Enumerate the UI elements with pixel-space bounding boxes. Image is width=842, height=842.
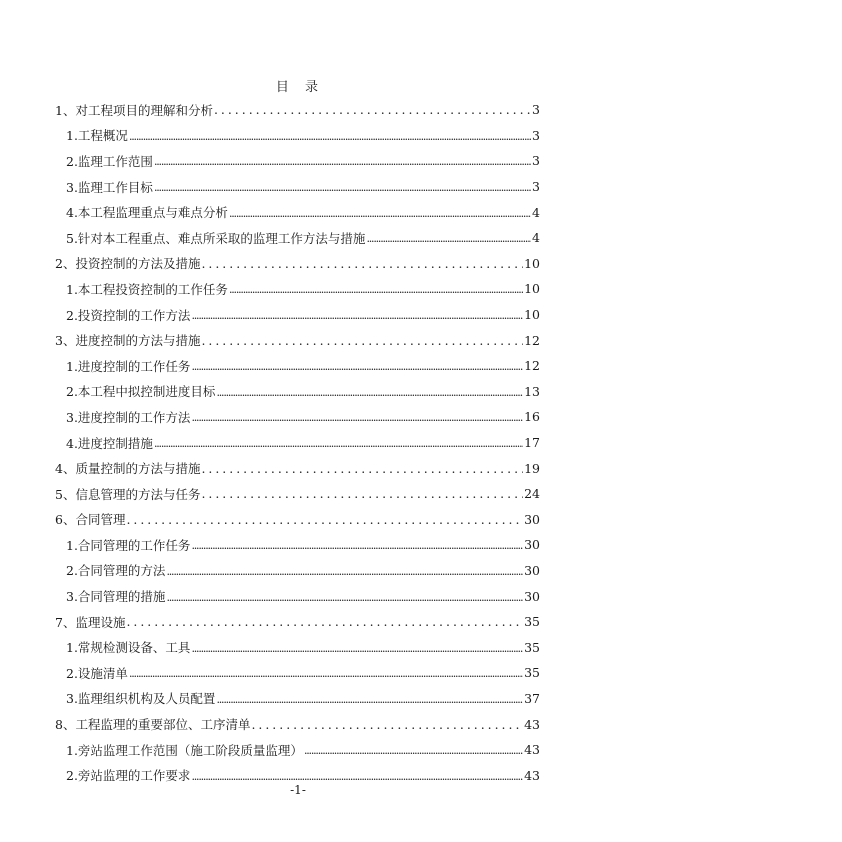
dot-leader <box>191 409 523 424</box>
toc-entry-title: 2、投资控制的方法及措施 <box>55 256 201 272</box>
toc-entry-page-number: 3 <box>532 127 540 143</box>
toc-entry-title: 6、合同管理 <box>55 512 126 528</box>
toc-entry-page-number: 35 <box>524 614 540 630</box>
toc-entry-title: 5、信息管理的方法与任务 <box>55 486 201 502</box>
toc-entry-page-number: 19 <box>524 460 540 476</box>
toc-entry-title: 7、监理设施 <box>55 614 126 630</box>
toc-subsection-entry[interactable] <box>55 737 540 763</box>
toc-entry-title: 4、质量控制的方法与措施 <box>55 461 201 477</box>
toc-entry-title: 3.监理组织机构及人员配置 <box>66 691 216 707</box>
toc-entry-page-number: 30 <box>524 588 540 604</box>
dot-leader <box>154 179 531 194</box>
dot-leader <box>154 435 523 450</box>
toc-entry-page-number: 30 <box>524 511 540 527</box>
dot-leader <box>201 256 523 271</box>
toc-entry-title: 1.工程概况 <box>66 128 128 144</box>
toc-subsection-entry[interactable] <box>55 634 540 660</box>
toc-section-entry[interactable] <box>55 97 540 123</box>
toc-entry-title: 8、工程监理的重要部位、工序清单 <box>55 717 251 733</box>
dot-leader <box>229 281 523 296</box>
toc-entry-page-number: 43 <box>524 742 540 758</box>
toc-subsection-entry[interactable] <box>55 532 540 558</box>
toc-entry-title: 2.旁站监理的工作要求 <box>66 768 191 784</box>
toc-entry-title: 2.合同管理的方法 <box>66 563 166 579</box>
toc-entry-page-number: 43 <box>524 716 540 732</box>
toc-subsection-entry[interactable] <box>55 686 540 712</box>
toc-subsection-entry[interactable] <box>55 558 540 584</box>
toc-entry-page-number: 3 <box>532 102 540 118</box>
toc-entry-page-number: 16 <box>524 409 540 425</box>
dot-leader <box>166 589 523 604</box>
toc-entry-page-number: 10 <box>524 255 540 271</box>
toc-section-entry[interactable] <box>55 507 540 533</box>
dot-leader <box>126 614 523 629</box>
toc-entry-page-number: 17 <box>524 435 540 451</box>
toc-entry-page-number: 4 <box>532 204 540 220</box>
toc-entry-title: 2.本工程中拟控制进度目标 <box>66 384 216 400</box>
dot-leader <box>191 307 523 322</box>
dot-leader <box>166 563 523 578</box>
toc-entry-page-number: 12 <box>524 358 540 374</box>
toc-entry-page-number: 4 <box>532 230 540 246</box>
dot-leader <box>201 333 523 348</box>
dot-leader <box>201 461 523 476</box>
dot-leader <box>216 691 523 706</box>
toc-entry-title: 5.针对本工程重点、难点所采取的监理工作方法与措施 <box>66 230 366 246</box>
toc-subsection-entry[interactable] <box>55 123 540 149</box>
toc-entry-page-number: 35 <box>524 665 540 681</box>
toc-section-entry[interactable] <box>55 327 540 353</box>
toc-entry-page-number: 30 <box>524 537 540 553</box>
toc-section-entry[interactable] <box>55 609 540 635</box>
dot-leader <box>214 102 531 117</box>
toc-entry-page-number: 3 <box>532 179 540 195</box>
toc-subsection-entry[interactable] <box>55 199 540 225</box>
page-number-footer: -1- <box>290 783 306 797</box>
dot-leader <box>191 768 523 783</box>
toc-entry-page-number: 13 <box>524 383 540 399</box>
toc-entry-page-number: 37 <box>524 690 540 706</box>
toc-subsection-entry[interactable] <box>55 430 540 456</box>
toc-subsection-entry[interactable] <box>55 353 540 379</box>
toc-entry-title: 3.进度控制的工作方法 <box>66 409 191 425</box>
toc-entry-title: 2.设施清单 <box>66 665 128 681</box>
toc-entry-title: 1.合同管理的工作任务 <box>66 537 191 553</box>
toc-subsection-entry[interactable] <box>55 148 540 174</box>
dot-leader <box>229 205 531 220</box>
toc-subsection-entry[interactable] <box>55 404 540 430</box>
toc-subsection-entry[interactable] <box>55 276 540 302</box>
dot-leader <box>191 640 523 655</box>
dot-leader <box>129 128 531 143</box>
toc-entry-page-number: 43 <box>524 767 540 783</box>
toc-entry-title: 3、进度控制的方法与措施 <box>55 333 201 349</box>
toc-entry-page-number: 10 <box>524 307 540 323</box>
dot-leader <box>201 486 523 501</box>
toc-section-entry[interactable] <box>55 481 540 507</box>
toc-subsection-entry[interactable] <box>55 379 540 405</box>
toc-entry-title: 2.监理工作范围 <box>66 153 153 169</box>
toc-entry-title: 1.本工程投资控制的工作任务 <box>66 281 228 297</box>
toc-entry-title: 3.监理工作目标 <box>66 179 153 195</box>
dot-leader <box>126 512 523 527</box>
toc-entry-title: 3.合同管理的措施 <box>66 589 166 605</box>
toc-entry-title: 1.进度控制的工作任务 <box>66 358 191 374</box>
dot-leader <box>191 358 523 373</box>
dot-leader <box>154 153 531 168</box>
dot-leader <box>251 717 523 732</box>
toc-subsection-entry[interactable] <box>55 302 540 328</box>
toc-entry-page-number: 10 <box>524 281 540 297</box>
dot-leader <box>366 230 531 245</box>
toc-entry-page-number: 30 <box>524 562 540 578</box>
toc-entry-page-number: 3 <box>532 153 540 169</box>
toc-entry-page-number: 24 <box>524 486 540 502</box>
dot-leader <box>304 742 523 757</box>
toc-section-entry[interactable] <box>55 251 540 277</box>
toc-entry-page-number: 12 <box>524 332 540 348</box>
toc-title: 目 录 <box>275 80 325 95</box>
toc-entry-title: 1.旁站监理工作范围（施工阶段质量监理） <box>66 742 303 758</box>
toc-entry-title: 1.常规检测设备、工具 <box>66 640 191 656</box>
toc-section-entry[interactable] <box>55 455 540 481</box>
toc-subsection-entry[interactable] <box>55 583 540 609</box>
toc-entry-page-number: 35 <box>524 639 540 655</box>
toc-entry-title: 1、对工程项目的理解和分析 <box>55 102 213 118</box>
dot-leader <box>191 537 523 552</box>
toc-subsection-entry[interactable] <box>55 174 540 200</box>
toc-entry-title: 4.本工程监理重点与难点分析 <box>66 205 228 221</box>
toc-entry-title: 2.投资控制的工作方法 <box>66 307 191 323</box>
toc-subsection-entry[interactable] <box>55 225 540 251</box>
toc-subsection-entry[interactable] <box>55 660 540 686</box>
toc-entry-title: 4.进度控制措施 <box>66 435 153 451</box>
dot-leader <box>129 665 523 680</box>
table-of-contents <box>55 97 540 788</box>
toc-section-entry[interactable] <box>55 711 540 737</box>
dot-leader <box>216 384 523 399</box>
